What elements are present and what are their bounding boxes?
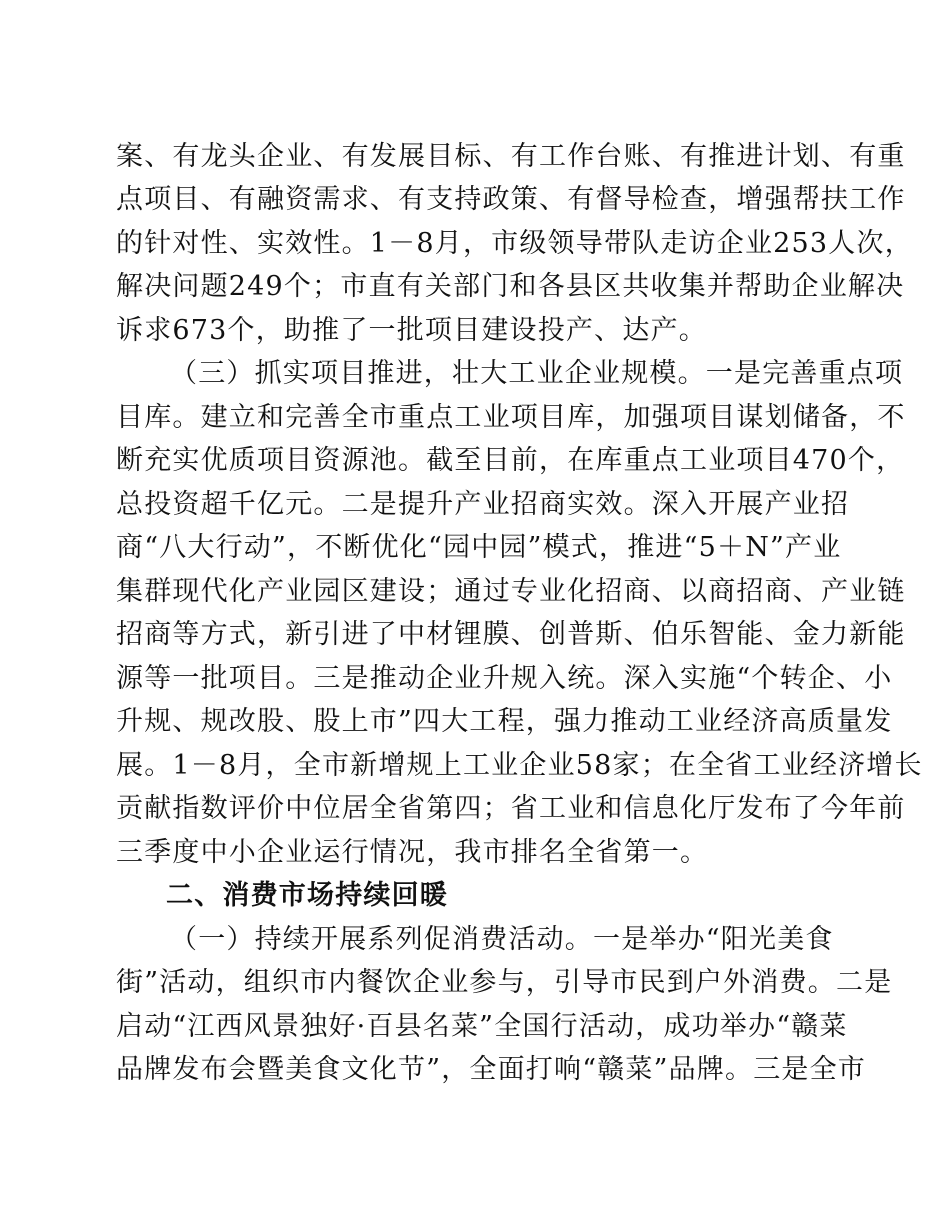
body-text-line: 总投资超千亿元。二是提升产业招商实效。深入开展产业招 — [116, 489, 850, 520]
body-text-line: 点项目、有融资需求、有支持政策、有督导检查，增强帮扶工作 — [116, 184, 906, 215]
body-text-line: 源等一批项目。三是推动企业升规入统。深入实施“个转企、小 — [116, 663, 893, 694]
body-text-line: 展。1－8月，全市新增规上工业企业58家；在全省工业经济增长 — [116, 750, 923, 781]
body-text-line: 案、有龙头企业、有发展目标、有工作台账、有推进计划、有重 — [116, 141, 906, 172]
body-text-line: 贡献指数评价中位居全省第四；省工业和信息化厅发布了今年前 — [116, 793, 906, 824]
body-text-line: 解决问题249个；市直有关部门和各县区共收集并帮助企业解决 — [116, 271, 905, 302]
section-heading: 二、消费市场持续回暖 — [166, 880, 448, 911]
body-text-line: 断充实优质项目资源池。截至目前，在库重点工业项目470个， — [116, 445, 905, 476]
body-text-line: 诉求673个，助推了一批项目建设投产、达产。 — [116, 315, 707, 346]
body-text-line: 商“八大行动”，不断优化“园中园”模式，推进“5＋N”产业 — [116, 532, 842, 563]
body-text-line: 目库。建立和完善全市重点工业项目库，加强项目谋划储备，不 — [116, 402, 906, 433]
body-text-line: （一）持续开展系列促消费活动。一是举办“阳光美食 — [170, 924, 834, 955]
body-text-line: 集群现代化产业园区建设；通过专业化招商、以商招商、产业链 — [116, 576, 906, 607]
body-text-line: 街”活动，组织市内餐饮企业参与，引导市民到户外消费。二是 — [116, 967, 893, 998]
body-text-line: 招商等方式，新引进了中材锂膜、创普斯、伯乐智能、金力新能 — [116, 619, 906, 650]
body-text-line: 的针对性、实效性。1－8月，市级领导带队走访企业253人次， — [116, 228, 913, 259]
body-text-line: （三）抓实项目推进，壮大工业企业规模。一是完善重点项 — [170, 358, 904, 389]
body-text-line: 升规、规改股、股上市”四大工程，强力推动工业经济高质量发 — [116, 706, 893, 737]
body-text-line: 启动“江西风景独好·百县名菜”全国行活动，成功举办“赣菜 — [116, 1011, 848, 1042]
body-text-line: 品牌发布会暨美食文化节”，全面打响“赣菜”品牌。三是全市 — [116, 1054, 867, 1085]
body-text-line: 三季度中小企业运行情况，我市排名全省第一。 — [116, 837, 709, 868]
